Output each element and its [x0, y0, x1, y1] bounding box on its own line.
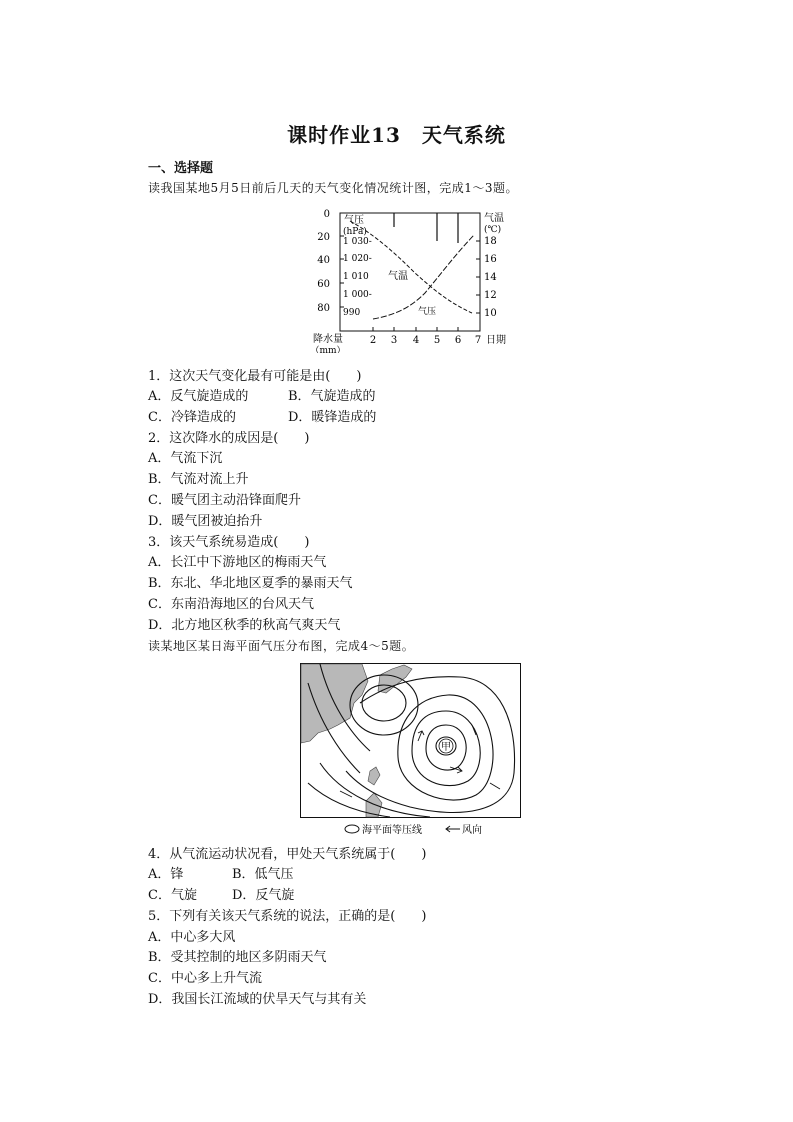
page-title: 课时作业13 天气系统: [287, 123, 506, 147]
q1-options-row1: [148, 389, 376, 405]
q4-options-row2: [148, 888, 295, 904]
pressure-tick-1030: 1 030-: [343, 237, 372, 247]
intro-text-1: 读我国某地5月5日前后几天的天气变化情况统计图，完成1～3题。: [148, 181, 519, 195]
left-axis-label: 降水量: [313, 334, 343, 345]
q4-option-c: C．气旋: [148, 888, 197, 903]
q3-option-a: A．长江中下游地区的梅雨天气: [148, 555, 327, 570]
x-tick-7: 7: [474, 335, 482, 346]
pressure-tick-1000: 1 000-: [343, 290, 372, 300]
legend-isobar-label: 海平面等压线: [362, 825, 422, 836]
q4-option-d: D．反气旋: [232, 888, 295, 903]
pressure-tick-1020: 1 020-: [343, 254, 372, 264]
q1-option-d: D．暖锋造成的: [288, 410, 377, 425]
temp-tick-10: 10: [484, 308, 497, 319]
temp-tick-12: 12: [484, 290, 497, 301]
q4-stem: 4．从气流运动状况看，甲处天气系统属于( ): [148, 847, 427, 862]
pressure-axis-unit: (hPa): [343, 227, 367, 237]
pressure-map: [300, 663, 522, 840]
q5-stem: 5．下列有关该天气系统的说法，正确的是( ): [148, 909, 427, 924]
center-label: 甲: [441, 742, 451, 753]
left-tick-80: 80: [317, 303, 330, 314]
q1-option-a: A．反气旋造成的: [148, 389, 249, 404]
legend-isobar-icon: [345, 825, 359, 833]
temp-tick-18: 18: [484, 236, 497, 247]
left-tick-20: 20: [317, 232, 330, 243]
q2-option-a: A．气流下沉: [148, 451, 223, 466]
weather-chart: [300, 203, 525, 353]
temp-tick-16: 16: [484, 254, 497, 265]
q1-options-row2: [148, 410, 377, 426]
temp-axis-unit: (℃): [484, 225, 502, 235]
q5-option-d: D．我国长江流域的伏旱天气与其有关: [148, 992, 367, 1007]
q2-stem: 2．这次降水的成因是( ): [148, 431, 310, 446]
pressure-axis-label: 气压: [344, 215, 364, 226]
x-tick-2: 2: [369, 335, 377, 346]
q1-option-b: B．气旋造成的: [288, 389, 376, 404]
x-axis-label: 日期: [486, 335, 506, 346]
q5-option-c: C．中心多上升气流: [148, 971, 262, 986]
temp-axis-label: 气温: [484, 213, 504, 224]
left-tick-0: 0: [323, 209, 330, 220]
q1-stem: 1．这次天气变化最有可能是由( ): [148, 369, 362, 384]
intro-text-2: 读某地区某日海平面气压分布图，完成4～5题。: [148, 639, 415, 653]
q5-option-b: B．受其控制的地区多阴雨天气: [148, 950, 327, 965]
left-tick-40: 40: [317, 255, 330, 266]
q3-stem: 3．该天气系统易造成( ): [148, 535, 310, 550]
x-tick-3: 3: [390, 335, 398, 346]
q3-option-b: B．东北、华北地区夏季的暴雨天气: [148, 576, 353, 591]
q3-option-c: C．东南沿海地区的台风天气: [148, 597, 314, 612]
q4-options-row1: [148, 867, 294, 883]
legend-wind-label: 风向: [462, 825, 482, 836]
q2-option-b: B．气流对流上升: [148, 472, 249, 487]
left-tick-60: 60: [317, 279, 330, 290]
pressure-curve-label: 气压: [418, 307, 437, 317]
q2-option-d: D．暖气团被迫抬升: [148, 514, 263, 529]
precipitation-bars: [394, 213, 458, 243]
q2-option-c: C．暖气团主动沿锋面爬升: [148, 493, 301, 508]
x-tick-5: 5: [433, 335, 441, 346]
section-heading: 一、选择题: [148, 161, 214, 176]
temp-tick-14: 14: [484, 272, 497, 283]
q4-option-b: B．低气压: [232, 867, 294, 882]
q4-option-a: A．锋: [148, 867, 184, 882]
left-axis-unit: （mm）: [310, 346, 346, 353]
temp-curve-label: 气温: [388, 271, 408, 282]
pressure-tick-990: 990: [343, 308, 361, 318]
x-tick-4: 4: [412, 335, 420, 346]
x-tick-6: 6: [454, 335, 462, 346]
pressure-tick-1010: 1 010: [343, 272, 369, 282]
q5-option-a: A．中心多大风: [148, 930, 236, 945]
q3-option-d: D．北方地区秋季的秋高气爽天气: [148, 618, 341, 633]
q1-option-c: C．冷锋造成的: [148, 410, 236, 425]
